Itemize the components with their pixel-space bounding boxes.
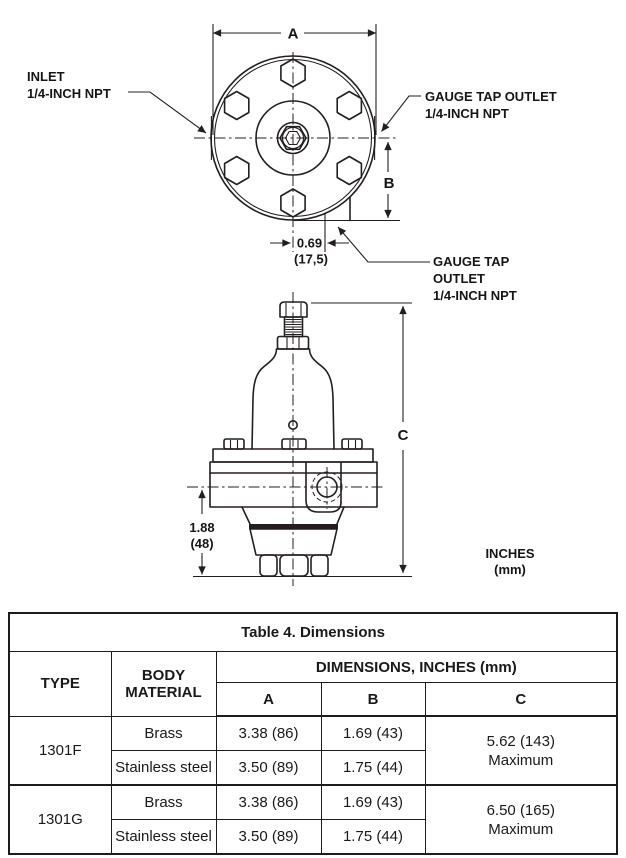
bottom-cap-flat (260, 555, 277, 576)
dim-c-label: C (397, 427, 409, 444)
cell-type: 1301F (9, 716, 111, 785)
dim-188-mm: (48) (190, 536, 214, 551)
gauge-tap-upper-line1: GAUGE TAP OUTLET (425, 89, 557, 104)
cell-material: Brass (111, 716, 216, 751)
cell-dim-a: 3.50 (89) (216, 820, 321, 855)
cell-type: 1301G (9, 785, 111, 854)
bottom-cap-flat (280, 555, 308, 576)
cell-dim-b: 1.69 (43) (321, 785, 425, 820)
bottom-cap-flat (311, 555, 328, 576)
cell-dim-c-note: Maximum (488, 751, 554, 769)
top-view (27, 24, 557, 303)
cell-dim-b: 1.75 (44) (321, 751, 425, 786)
bell-left-side (252, 349, 277, 449)
cell-material: Brass (111, 785, 216, 820)
dimensions-table (8, 612, 618, 855)
flange-bolt-flats (231, 440, 238, 449)
gauge-tap-lower-line3: 1/4-INCH NPT (433, 288, 517, 303)
dim-188-inches: 1.88 (189, 520, 215, 535)
flange-bolt-flats (290, 440, 298, 449)
flange-bolt-head (342, 439, 362, 449)
flange-bolt-head (224, 439, 244, 449)
cell-dim-c-value: 6.50 (165) (486, 801, 555, 819)
side-view (187, 292, 535, 586)
gauge-tap-lower-leader (338, 227, 430, 262)
offset-dim-mm: (17,5) (294, 251, 328, 267)
bolt-hex (225, 157, 249, 185)
inlet-label-line1: INLET (27, 69, 65, 84)
gauge-tap-lower-line2: OUTLET (433, 271, 485, 286)
cell-dim-b: 1.75 (44) (321, 820, 425, 855)
table-row (9, 716, 617, 751)
dim-b-label: B (383, 175, 395, 192)
cell-dim-a: 3.50 (89) (216, 751, 321, 786)
table-header-row-1 (9, 652, 617, 683)
bolt-hex (225, 92, 249, 120)
cell-dim-c (425, 716, 617, 785)
units-label-line2: (mm) (494, 562, 526, 577)
bell-right-side (310, 349, 335, 449)
column-header-body-material: BODY MATERIAL (111, 652, 216, 717)
flange-bolt-flats (349, 440, 356, 449)
gauge-tap-upper-line2: 1/4-INCH NPT (425, 106, 509, 121)
cell-dim-b: 1.69 (43) (321, 716, 425, 751)
cell-material: Stainless steel (111, 751, 216, 786)
column-header-b: B (321, 683, 425, 717)
cell-dim-a: 3.38 (86) (216, 785, 321, 820)
dim-a-label: A (287, 25, 299, 43)
stem-threads (286, 320, 302, 335)
table-title: Table 4. Dimensions (9, 613, 617, 652)
bolt-hex (337, 157, 361, 185)
column-header-c: C (425, 683, 617, 717)
cell-material: Stainless steel (111, 820, 216, 855)
cell-dim-c (425, 785, 617, 854)
column-header-dimensions: DIMENSIONS, INCHES (mm) (216, 652, 617, 683)
column-header-type: TYPE (9, 652, 111, 717)
units-label-line1: INCHES (485, 546, 535, 561)
inlet-leader-line (128, 92, 206, 133)
bolt-hex (337, 92, 361, 120)
cell-dim-c-note: Maximum (488, 820, 554, 838)
column-header-a: A (216, 683, 321, 717)
cell-dim-a: 3.38 (86) (216, 716, 321, 751)
cell-dim-c-value: 5.62 (143) (486, 732, 555, 750)
table-title-row (9, 613, 617, 652)
table-row (9, 785, 617, 820)
inlet-label-line2: 1/4-INCH NPT (27, 86, 111, 101)
gauge-tap-lower-line1: GAUGE TAP (433, 254, 510, 269)
flange-bolt-head (282, 439, 306, 449)
gauge-tap-upper-leader (382, 96, 422, 132)
offset-dim-inches: 0.69 (296, 235, 323, 251)
